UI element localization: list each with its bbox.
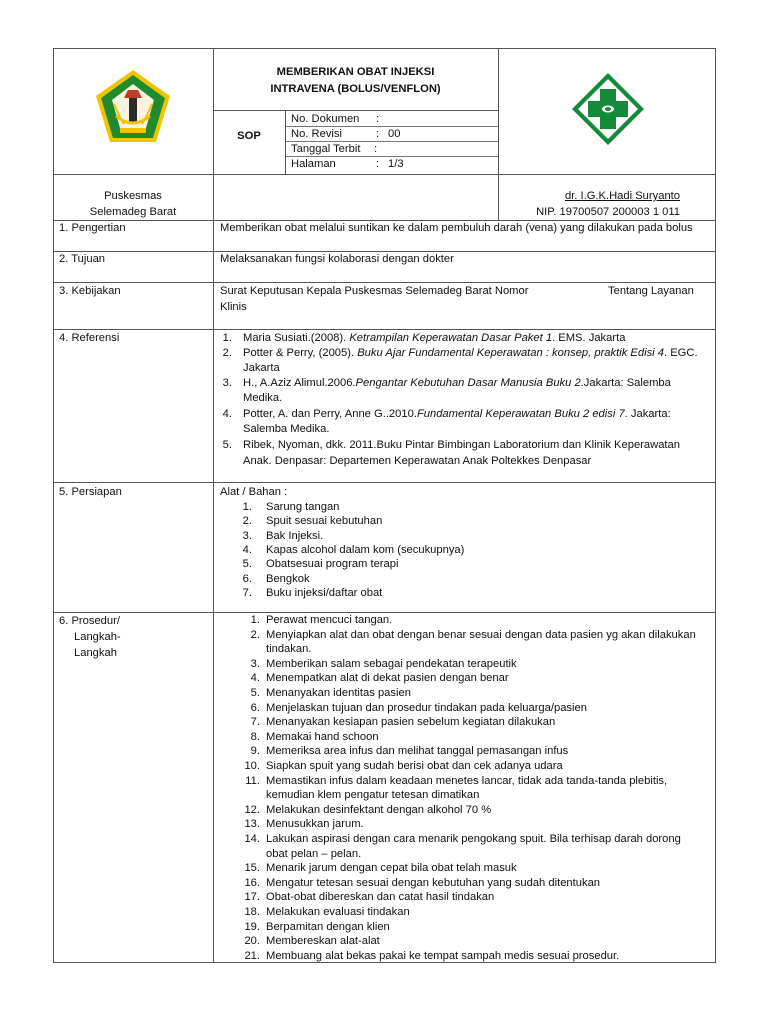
org-name-line1: Puskesmas: [104, 190, 162, 202]
list-item: Menusukkan jarum.: [266, 818, 364, 831]
list-number: 5.: [242, 558, 252, 571]
list-number: 2.: [250, 628, 260, 641]
reference-item-cont: Medika.: [243, 392, 283, 404]
list-number: 1.: [250, 614, 260, 626]
list-item: Menanyakan kesiapan pasien sebelum kegiatan dilakukan: [266, 716, 556, 729]
section-label-prosedur-l3: Langkah: [74, 647, 117, 659]
table-divider: [213, 48, 214, 963]
list-item: Melakukan evaluasi tindakan: [266, 906, 410, 918]
reference-item-cont: Anak. Denpasar: Departemen Keperawatan Anak Poltekkes Denpasar: [243, 455, 592, 467]
list-item: Obat-obat dibereskan dan catat hasil tindakan: [266, 891, 495, 904]
list-item: Obatsesuai program terapi: [266, 558, 399, 571]
persiapan-intro: Alat / Bahan :: [220, 486, 288, 498]
list-number: 17.: [244, 891, 260, 904]
list-item: Kapas alcohol dalam kom (secukupnya): [266, 543, 465, 556]
list-item: Menarik jarum dengan cepat bila obat telah masuk: [266, 862, 517, 875]
list-item-cont: kemudian klem pengatur tetesan dimatikan: [266, 789, 480, 802]
table-border-top: [53, 48, 716, 49]
list-number: 13.: [244, 818, 260, 831]
meta-label: No. Revisi: [291, 128, 342, 140]
section-label-prosedur-l2: Langkah-: [74, 631, 121, 643]
sop-label: SOP: [237, 130, 261, 142]
list-number: 11.: [245, 774, 260, 787]
list-number: 2.: [242, 515, 252, 528]
list-number: 14.: [244, 833, 260, 845]
reference-item: Potter, A. dan Perry, Anne G..2010.Fundamental Keperawatan Buku 2 edisi 7. Jakarta:: [243, 408, 671, 420]
kebijakan-text: Surat Keputusan Kepala Puskesmas Selemadeg Barat Nomor: [220, 285, 529, 297]
section-label-referensi: 4. Referensi: [59, 332, 120, 344]
section-label-persiapan: 5. Persiapan: [59, 486, 122, 498]
list-item: Siapkan spuit yang sudah berisi obat dan cek adanya udara: [266, 760, 563, 772]
list-item: Sarung tangan: [266, 501, 340, 513]
list-item: Memberikan salam sebagai pendekatan terapeutik: [266, 657, 517, 670]
list-item: Perawat mencuci tangan.: [266, 614, 393, 626]
list-item: Spuit sesuai kebutuhan: [266, 515, 383, 528]
list-item: Memastikan infus dalam keadaan menetes lancar, tidak ada tanda-tanda plebitis,: [266, 774, 668, 787]
table-border-right: [715, 48, 716, 963]
list-item: Membereskan alat-alat: [266, 935, 380, 948]
list-item: Melakukan desinfektant dengan alkohol 70 %: [266, 803, 492, 816]
list-item: Menjelaskan tujuan dan prosedur tindakan pada keluarga/pasien: [266, 701, 587, 714]
list-item: Bak Injeksi.: [266, 529, 324, 542]
tujuan-text: Melaksanakan fungsi kolaborasi dengan dokter: [220, 253, 454, 265]
signer-nip: NIP. 19700507 200003 1 011: [536, 206, 680, 218]
list-number: 3.: [250, 657, 260, 670]
table-line: [53, 174, 716, 175]
meta-value: 1/3: [388, 158, 404, 170]
puskesmas-cross-emblem-icon: [569, 70, 647, 148]
list-number: 4.: [242, 543, 252, 556]
section-label-prosedur: 6. Prosedur/: [59, 615, 120, 627]
list-number: 10.: [244, 760, 260, 772]
list-item: Menyiapkan alat dan obat dengan benar sesuai dengan data pasien yg akan dilakukan: [266, 628, 696, 641]
list-number: 19.: [244, 920, 260, 933]
list-item: Menempatkan alat di dekat pasien dengan benar: [266, 672, 509, 685]
kebijakan-text-line2: Klinis: [220, 301, 247, 313]
table-line: [53, 329, 716, 330]
meta-sep: :: [376, 113, 380, 125]
list-number: 5.: [222, 439, 232, 451]
list-number: 21.: [244, 949, 260, 962]
list-number: 8.: [250, 730, 260, 743]
reference-item: Potter & Perry, (2005). Buku Ajar Fundamental Keperawatan : konsep, praktik Edisi 4. EGC.: [243, 347, 698, 359]
table-line: [53, 282, 716, 283]
list-number: 6.: [250, 701, 260, 714]
list-number: 1.: [222, 332, 232, 344]
list-number: 4.: [222, 408, 232, 420]
signer-name: dr. I.G.K.Hadi Suryanto: [564, 190, 680, 202]
table-divider: [285, 110, 286, 174]
list-number: 9.: [250, 745, 260, 758]
table-line: [213, 110, 498, 111]
list-item: Memeriksa area infus dan melihat tanggal pemasangan infus: [266, 745, 569, 758]
list-item: Mengatur tetesan sesuai dengan kebutuhan yang sudah ditentukan: [266, 876, 601, 889]
list-number: 7.: [242, 586, 252, 599]
list-number: 3.: [222, 377, 232, 389]
reference-item-cont: Jakarta: [243, 362, 280, 374]
reference-item: Ribek, Nyoman, dkk. 2011.Buku Pintar Bimbingan Laboratorium dan Klinik Keperawatan: [243, 439, 680, 451]
list-item: Memakai hand schoon: [266, 730, 379, 743]
meta-label: No. Dokumen: [291, 113, 360, 125]
meta-sep: :: [374, 143, 378, 155]
kebijakan-text-tail: Tentang Layanan: [608, 285, 694, 297]
org-name-line2: Selemadeg Barat: [89, 206, 177, 218]
pengertian-text: Memberikan obat melalui suntikan ke dalam pembuluh darah (vena) yang dilakukan pada bolus: [220, 222, 693, 234]
list-item: Buku injeksi/daftar obat: [266, 586, 383, 599]
meta-sep: :: [376, 128, 380, 140]
document-title-line2: INTRAVENA (BOLUS/VENFLON): [270, 83, 441, 95]
reference-item-cont: Salemba Medika.: [243, 423, 330, 435]
list-item: Berpamitan dengan klien: [266, 920, 390, 933]
meta-value: 00: [388, 128, 401, 140]
list-item: Lakukan aspirasi dengan cara menarik pengokang spuit. Bila terhisap darah dorong: [266, 833, 681, 845]
meta-sep: :: [376, 158, 380, 170]
section-label-pengertian: 1. Pengertian: [59, 222, 126, 234]
list-item: Bengkok: [266, 572, 310, 585]
section-label-tujuan: 2. Tujuan: [59, 253, 106, 265]
list-number: 20.: [244, 935, 260, 948]
list-number: 2.: [222, 347, 232, 359]
list-item-cont: obat pelan – pelan.: [266, 847, 362, 860]
table-line: [53, 482, 716, 483]
list-number: 18.: [244, 906, 260, 918]
reference-item: Maria Susiati.(2008). Ketrampilan Keperawatan Dasar Paket 1. EMS. Jakarta: [243, 332, 626, 344]
list-number: 16.: [244, 876, 260, 889]
list-number: 12.: [244, 803, 260, 816]
list-number: 5.: [250, 687, 260, 699]
list-item: Membuang alat bekas pakai ke tempat sampah medis sesuai prosedur.: [266, 949, 620, 962]
list-number: 4.: [250, 672, 260, 685]
list-number: 6.: [242, 572, 252, 585]
list-item: Menanyakan identitas pasien: [266, 687, 411, 699]
list-number: 7.: [250, 716, 260, 729]
table-border-left: [53, 48, 54, 963]
reference-item: H., A.Aziz Alimul.2006.Pengantar Kebutuhan Dasar Manusia Buku 2.Jakarta: Salemba: [243, 377, 671, 389]
meta-label: Halaman: [291, 158, 336, 170]
list-number: 1.: [242, 501, 252, 513]
list-item-cont: tindakan.: [266, 643, 312, 656]
list-number: 3.: [242, 529, 252, 542]
list-number: 15.: [244, 862, 260, 875]
meta-label: Tanggal Terbit: [291, 143, 361, 155]
section-label-kebijakan: 3. Kebijakan: [59, 285, 121, 297]
document-title-line1: MEMBERIKAN OBAT INJEKSI: [276, 66, 435, 78]
kabupaten-emblem-icon: [94, 68, 172, 146]
